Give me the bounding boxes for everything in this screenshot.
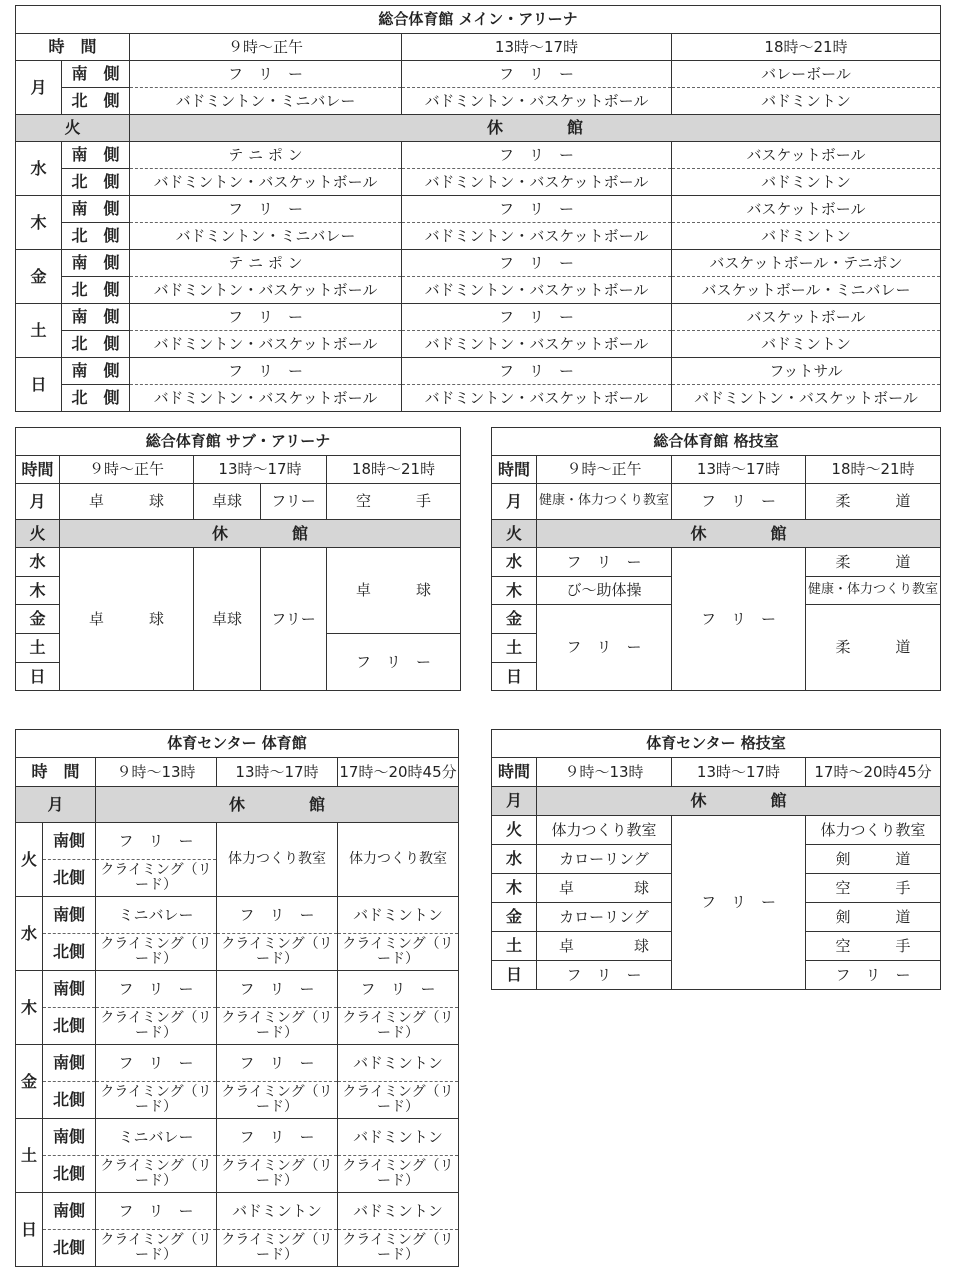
schedule-cell: 体力つくり教室	[217, 823, 338, 897]
schedule-cell: 体力つくり教室	[338, 823, 459, 897]
schedule-cell: フ リ ー	[130, 358, 402, 385]
schedule-cell: カローリング	[537, 845, 672, 874]
schedule-cell: 柔 道	[806, 605, 941, 691]
schedule-cell: バドミントン・バスケットボール	[130, 169, 402, 196]
side-label: 南側	[43, 897, 96, 934]
schedule-cell: クライミング（リード）	[96, 860, 217, 897]
day-label: 火	[492, 520, 537, 548]
schedule-cell: テ ニ ポ ン	[130, 250, 402, 277]
schedule-cell: バドミントン	[672, 331, 941, 358]
side-label: 北 側	[62, 385, 130, 412]
side-label: 北側	[43, 1008, 96, 1045]
schedule-cell: バドミントン・ミニバレー	[130, 88, 402, 115]
schedule-cell: フ リ ー	[217, 971, 338, 1008]
schedule-cell: クライミング（リード）	[96, 1156, 217, 1193]
schedule-cell: フ リ ー	[402, 250, 672, 277]
schedule-cell: クライミング（リード）	[217, 934, 338, 971]
schedule-cell: クライミング（リード）	[338, 1082, 459, 1119]
schedule-cell: フ リ ー	[130, 304, 402, 331]
schedule-cell: バドミントン	[338, 1119, 459, 1156]
closed-cell: 休 館	[537, 520, 941, 548]
schedule-cell: バドミントン・バスケットボール	[402, 88, 672, 115]
schedule-cell: バドミントン・バスケットボール	[402, 223, 672, 250]
schedule-cell: テ ニ ポ ン	[130, 142, 402, 169]
schedule-cell: 体力つくり教室	[806, 816, 941, 845]
schedule-cell: 健康・体力つくり教室	[806, 577, 941, 605]
day-label: 水	[16, 142, 62, 196]
slot-header: ９時～正午	[130, 34, 402, 61]
schedule-cell: フットサル	[672, 358, 941, 385]
schedule-cell: 卓 球	[327, 548, 461, 634]
slot-header: 13時～17時	[672, 456, 806, 484]
schedule-cell: バドミントン	[217, 1193, 338, 1230]
schedule-cell: 空 手	[327, 484, 461, 520]
day-label: 月	[492, 484, 537, 520]
day-label: 木	[16, 971, 43, 1045]
slot-header: 13時～17時	[402, 34, 672, 61]
center-gym-table	[15, 729, 459, 1267]
schedule-cell: 卓 球	[60, 484, 194, 520]
day-label: 水	[16, 897, 43, 971]
day-label: 日	[16, 663, 60, 691]
schedule-cell: フ リ ー	[537, 548, 672, 577]
schedule-cell: バレーボール	[672, 61, 941, 88]
schedule-cell: バドミントン・バスケットボール	[402, 385, 672, 412]
slot-header: ９時～13時	[96, 758, 217, 787]
side-label: 北 側	[62, 331, 130, 358]
day-label: 金	[492, 903, 537, 932]
day-label: 火	[16, 520, 60, 548]
day-label: 金	[16, 1045, 43, 1119]
day-label: 木	[16, 577, 60, 605]
day-label: 日	[492, 961, 537, 990]
day-label: 月	[16, 484, 60, 520]
schedule-cell: 健康・体力つくり教室	[537, 484, 672, 520]
slot-header: 18時～21時	[806, 456, 941, 484]
schedule-cell: フ リ ー	[96, 971, 217, 1008]
schedule-cell: クライミング（リード）	[338, 1156, 459, 1193]
schedule-cell: クライミング（リード）	[217, 1156, 338, 1193]
slot-header: 17時～20時45分	[806, 758, 941, 787]
day-label: 金	[492, 605, 537, 634]
time-header: 時 間	[16, 34, 130, 61]
time-header: 時間	[492, 758, 537, 787]
side-label: 南 側	[62, 358, 130, 385]
schedule-cell: クライミング（リード）	[217, 1082, 338, 1119]
schedule-cell: フ リ ー	[96, 1045, 217, 1082]
slot-header: 18時～21時	[672, 34, 941, 61]
schedule-cell: 剣 道	[806, 903, 941, 932]
side-label: 北側	[43, 860, 96, 897]
schedule-cell: ミニバレー	[96, 1119, 217, 1156]
side-label: 南側	[43, 1119, 96, 1156]
side-label: 北側	[43, 1082, 96, 1119]
day-label: 火	[16, 823, 43, 897]
schedule-cell: フリー	[261, 548, 327, 691]
schedule-cell: クライミング（リード）	[338, 1008, 459, 1045]
center-martial-arts-table	[491, 729, 941, 990]
time-header: 時 間	[16, 758, 96, 787]
schedule-cell: バドミントン・バスケットボール	[672, 385, 941, 412]
side-label: 北 側	[62, 169, 130, 196]
schedule-cell: クライミング（リード）	[96, 934, 217, 971]
schedule-cell: フ リ ー	[806, 961, 941, 990]
day-label: 日	[492, 663, 537, 691]
main-arena-table	[15, 5, 941, 412]
time-header: 時間	[492, 456, 537, 484]
schedule-cell: カローリング	[537, 903, 672, 932]
schedule-cell: フ リ ー	[402, 196, 672, 223]
schedule-cell: 卓 球	[537, 932, 672, 961]
schedule-cell: フ リ ー	[130, 196, 402, 223]
schedule-cell: クライミング（リード）	[96, 1230, 217, 1267]
slot-header: ９時～13時	[537, 758, 672, 787]
center-gym-title: 体育センター 体育館	[16, 730, 459, 758]
schedule-cell: フ リ ー	[402, 61, 672, 88]
schedule-cell: び～助体操	[537, 577, 672, 605]
slot-header: 13時～17時	[217, 758, 338, 787]
schedule-cell: バドミントン・ミニバレー	[130, 223, 402, 250]
schedule-cell: クライミング（リード）	[217, 1008, 338, 1045]
schedule-cell: 剣 道	[806, 845, 941, 874]
slot-header: 13時～17時	[194, 456, 327, 484]
schedule-cell: フリー	[261, 484, 327, 520]
day-label: 月	[16, 787, 96, 823]
schedule-cell: バスケットボール・ミニバレー	[672, 277, 941, 304]
martial-arts-room-title: 総合体育館 格技室	[492, 428, 941, 456]
day-label: 日	[16, 358, 62, 412]
schedule-cell: フ リ ー	[537, 605, 672, 691]
schedule-cell: フ リ ー	[672, 816, 806, 990]
schedule-cell: バドミントン	[338, 1045, 459, 1082]
schedule-cell: フ リ ー	[327, 634, 461, 691]
day-label: 金	[16, 250, 62, 304]
day-label: 木	[492, 577, 537, 605]
day-label: 土	[16, 1119, 43, 1193]
day-label: 土	[16, 634, 60, 663]
schedule-cell: バドミントン・バスケットボール	[130, 277, 402, 304]
day-label: 火	[16, 115, 130, 142]
schedule-cell: 体力つくり教室	[537, 816, 672, 845]
sub-arena-title: 総合体育館 サブ・アリーナ	[16, 428, 461, 456]
center-martial-arts-title: 体育センター 格技室	[492, 730, 941, 758]
schedule-cell: 卓球	[194, 484, 261, 520]
slot-header: 17時～20時45分	[338, 758, 459, 787]
side-label: 南側	[43, 1045, 96, 1082]
side-label: 北側	[43, 934, 96, 971]
closed-cell: 休 館	[60, 520, 461, 548]
side-label: 南 側	[62, 250, 130, 277]
closed-cell: 休 館	[96, 787, 459, 823]
day-label: 土	[492, 634, 537, 663]
schedule-cell: バドミントン	[338, 897, 459, 934]
day-label: 土	[16, 304, 62, 358]
schedule-cell: フ リ ー	[96, 1193, 217, 1230]
schedule-cell: フ リ ー	[537, 961, 672, 990]
side-label: 北側	[43, 1230, 96, 1267]
side-label: 南側	[43, 1193, 96, 1230]
main-arena-title: 総合体育館 メイン・アリーナ	[16, 6, 941, 34]
side-label: 南側	[43, 823, 96, 860]
schedule-cell: 柔 道	[806, 548, 941, 577]
schedule-cell: バドミントン・バスケットボール	[402, 277, 672, 304]
side-label: 北 側	[62, 277, 130, 304]
schedule-cell: バドミントン・バスケットボール	[130, 385, 402, 412]
side-label: 南 側	[62, 196, 130, 223]
slot-header: ９時～正午	[537, 456, 672, 484]
martial-arts-room-table	[491, 427, 941, 691]
closed-cell: 休 館	[537, 787, 941, 816]
side-label: 南 側	[62, 61, 130, 88]
schedule-cell: バドミントン・バスケットボール	[130, 331, 402, 358]
side-label: 北側	[43, 1156, 96, 1193]
slot-header: 18時～21時	[327, 456, 461, 484]
schedule-cell: フ リ ー	[672, 484, 806, 520]
day-label: 木	[492, 874, 537, 903]
side-label: 北 側	[62, 88, 130, 115]
schedule-cell: 空 手	[806, 932, 941, 961]
schedule-cell: バドミントン	[672, 88, 941, 115]
day-label: 水	[492, 845, 537, 874]
schedule-cell: バドミントン	[672, 169, 941, 196]
schedule-cell: フ リ ー	[96, 823, 217, 860]
schedule-cell: 卓球	[194, 548, 261, 691]
schedule-cell: フ リ ー	[338, 971, 459, 1008]
side-label: 北 側	[62, 223, 130, 250]
schedule-cell: フ リ ー	[130, 61, 402, 88]
side-label: 南側	[43, 971, 96, 1008]
schedule-cell: バスケットボール	[672, 304, 941, 331]
side-label: 南 側	[62, 142, 130, 169]
schedule-cell: 柔 道	[806, 484, 941, 520]
schedule-cell: バスケットボール・テニポン	[672, 250, 941, 277]
schedule-cell: フ リ ー	[217, 897, 338, 934]
time-header: 時間	[16, 456, 60, 484]
schedule-cell: クライミング（リード）	[338, 934, 459, 971]
day-label: 月	[492, 787, 537, 816]
day-label: 木	[16, 196, 62, 250]
schedule-cell: クライミング（リード）	[338, 1230, 459, 1267]
day-label: 日	[16, 1193, 43, 1267]
schedule-cell: バドミントン・バスケットボール	[402, 169, 672, 196]
schedule-cell: フ リ ー	[217, 1119, 338, 1156]
sub-arena-table	[15, 427, 461, 691]
day-label: 金	[16, 605, 60, 634]
schedule-cell: クライミング（リード）	[96, 1082, 217, 1119]
schedule-cell: フ リ ー	[402, 358, 672, 385]
schedule-cell: バドミントン	[672, 223, 941, 250]
closed-cell: 休 館	[130, 115, 941, 142]
schedule-cell: バドミントン	[338, 1193, 459, 1230]
schedule-cell: バドミントン・バスケットボール	[402, 331, 672, 358]
schedule-cell: バスケットボール	[672, 196, 941, 223]
day-label: 土	[492, 932, 537, 961]
schedule-cell: フ リ ー	[217, 1045, 338, 1082]
schedule-cell: フ リ ー	[402, 142, 672, 169]
schedule-cell: クライミング（リード）	[96, 1008, 217, 1045]
schedule-cell: フ リ ー	[672, 548, 806, 691]
schedule-cell: ミニバレー	[96, 897, 217, 934]
day-label: 水	[16, 548, 60, 577]
schedule-cell: 卓 球	[60, 548, 194, 691]
schedule-cell: フ リ ー	[402, 304, 672, 331]
schedule-cell: 卓 球	[537, 874, 672, 903]
slot-header: 13時～17時	[672, 758, 806, 787]
schedule-cell: バスケットボール	[672, 142, 941, 169]
slot-header: ９時～正午	[60, 456, 194, 484]
schedule-cell: 空 手	[806, 874, 941, 903]
day-label: 月	[16, 61, 62, 115]
day-label: 火	[492, 816, 537, 845]
schedule-cell: クライミング（リード）	[217, 1230, 338, 1267]
day-label: 水	[492, 548, 537, 577]
side-label: 南 側	[62, 304, 130, 331]
